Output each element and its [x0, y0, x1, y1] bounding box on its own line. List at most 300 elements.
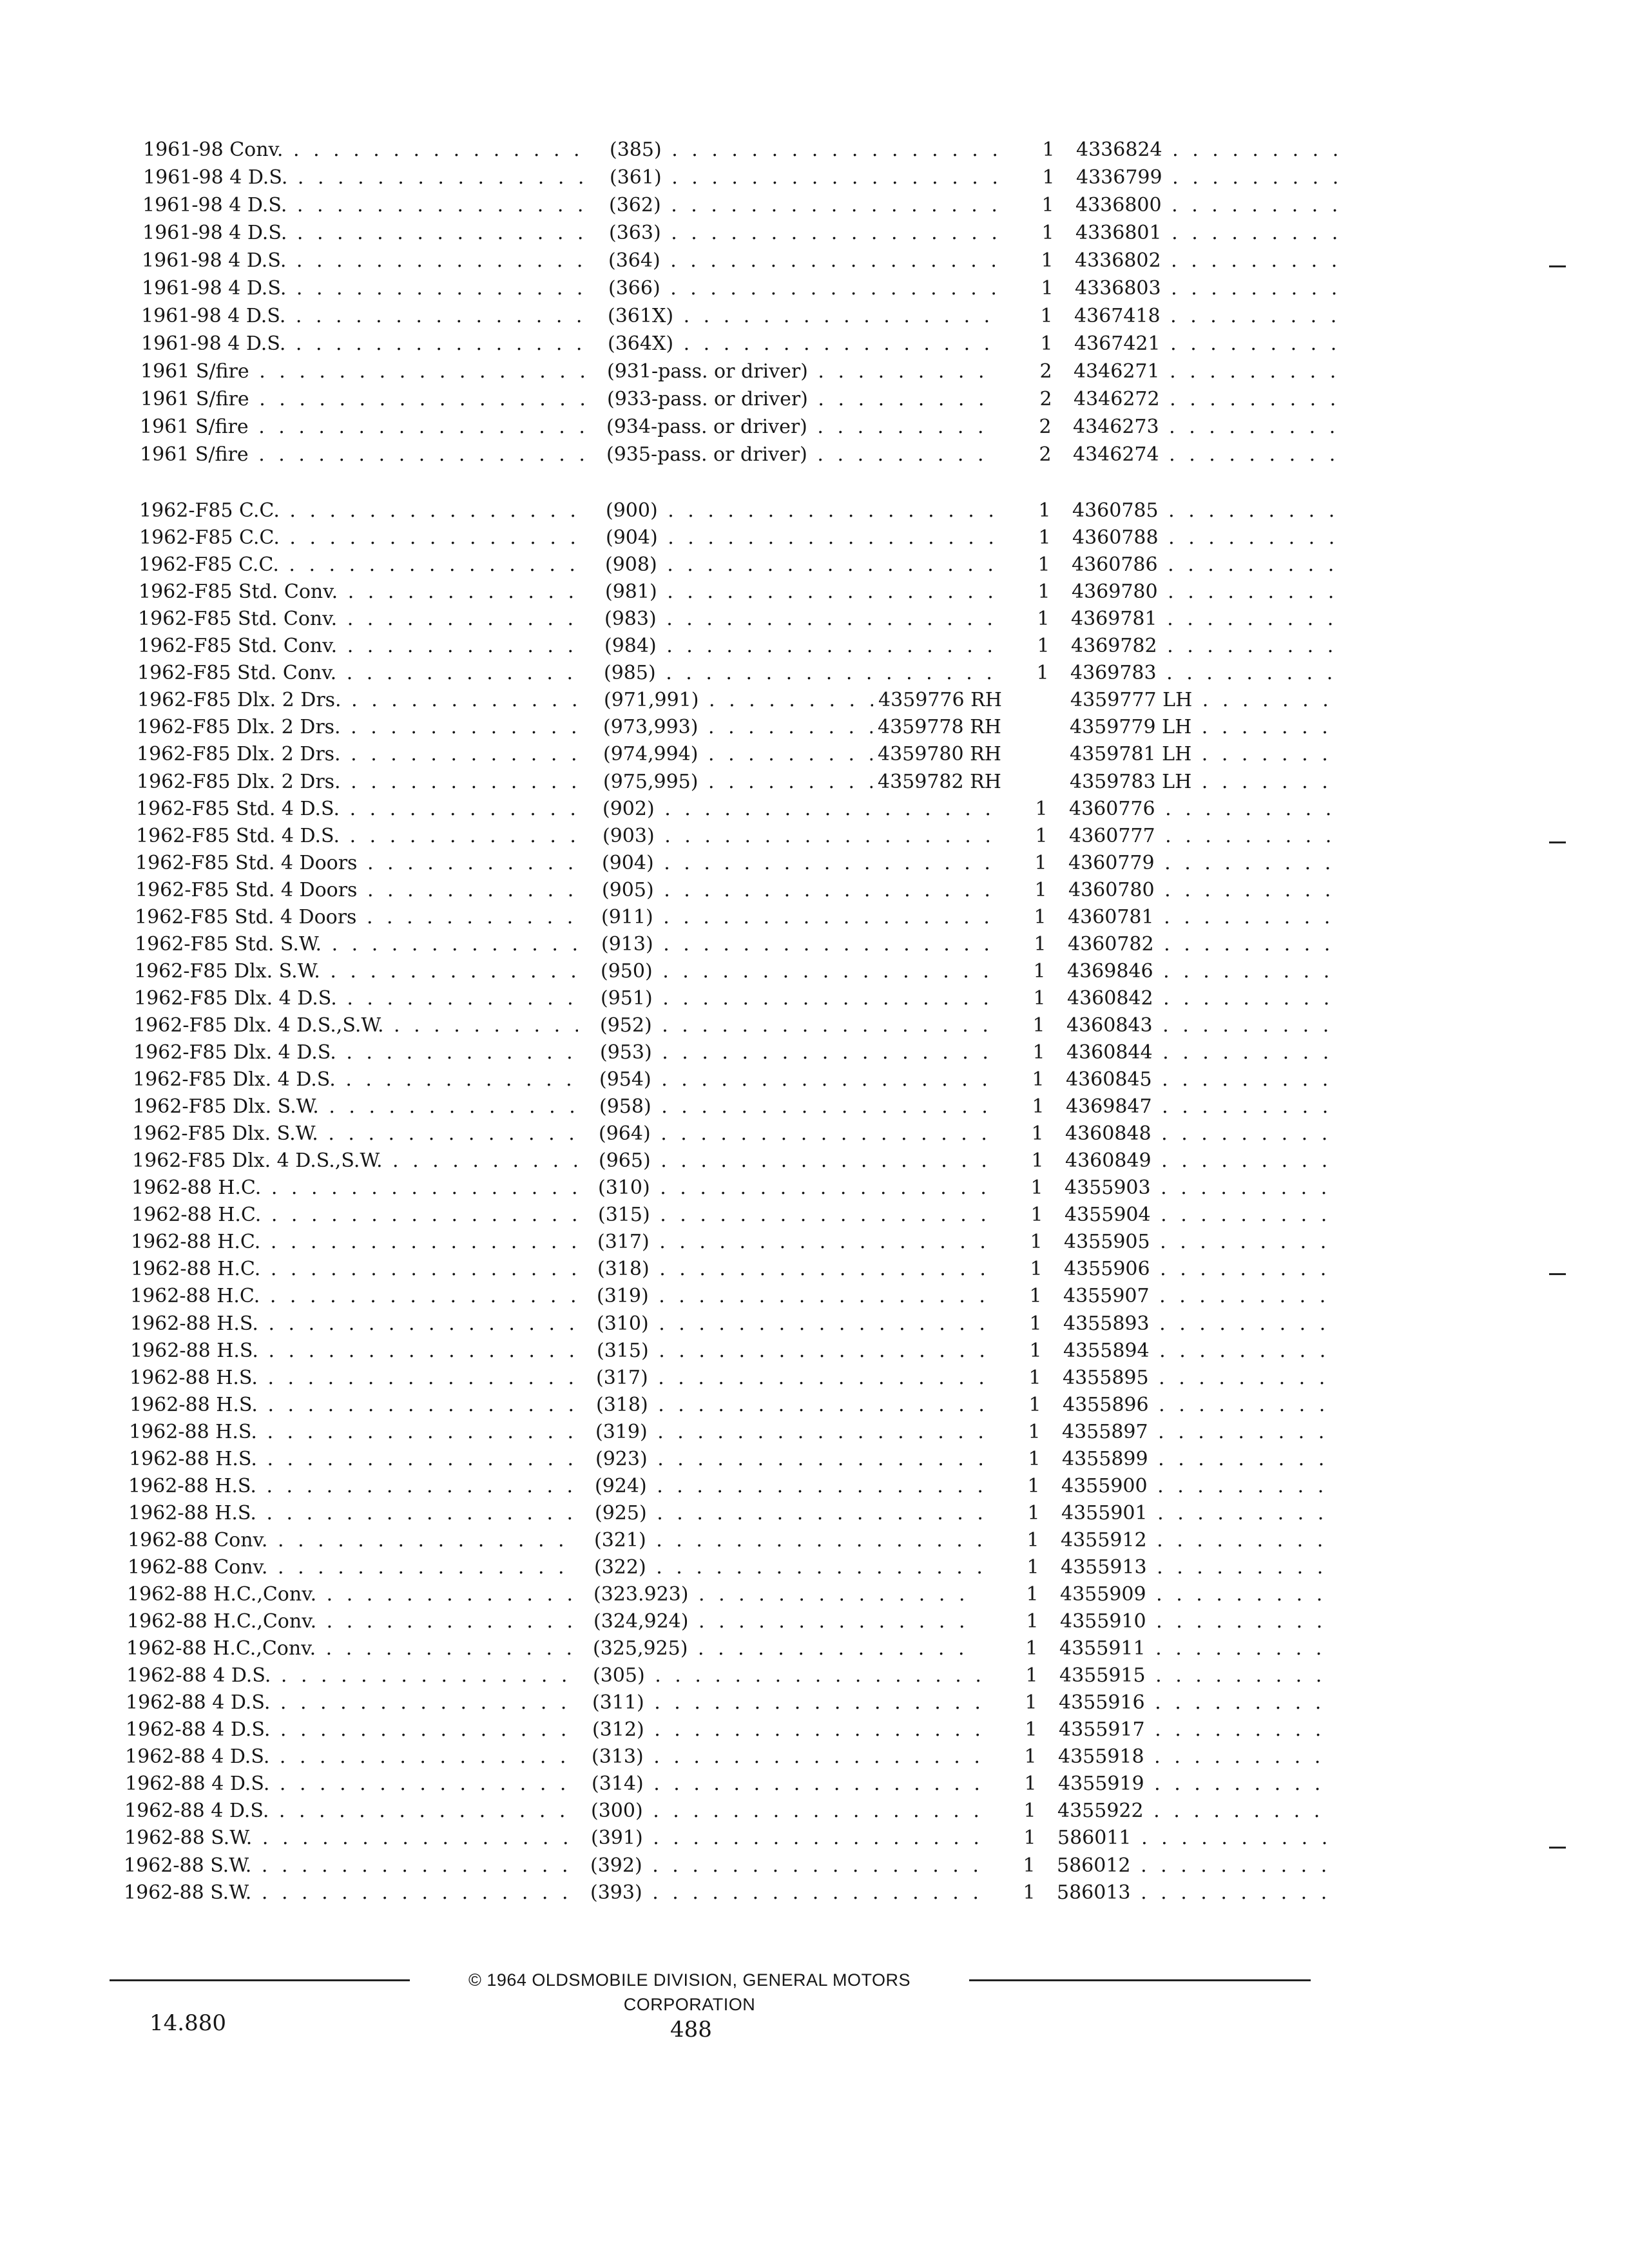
part-number-cell: 4360786 . . . — [1072, 552, 1342, 579]
body-cell: (934-pass. or driver) . . . — [606, 414, 993, 441]
part-number-cell: 4355896 . . . — [1063, 1392, 1333, 1419]
model-cell: 1962-F85 Dlx. 2 Drs. . . . — [137, 741, 581, 768]
model-cell: 1962-F85 Dlx. S.W. . . . — [134, 958, 579, 985]
model-cell: 1962-F85 Std. 4 Doors . . . — [135, 850, 580, 877]
body-cell: (319) . . . — [597, 1283, 983, 1310]
part-number-cell: 4355913 . . . — [1061, 1554, 1331, 1581]
model-cell: 1962-88 4 D.S. . . . — [124, 1798, 569, 1825]
body-cell: (983) . . . — [604, 606, 991, 633]
model-cell: 1962-F85 Dlx. S.W. . . . — [133, 1093, 577, 1120]
model-cell: 1962-F85 Std. Conv. . . . — [137, 660, 582, 687]
table-row — [140, 441, 1327, 468]
body-cell: (305) . . . — [593, 1662, 979, 1689]
body-cell: (958) . . . — [599, 1093, 986, 1120]
body-cell: (900) . . . — [606, 497, 992, 524]
qty-cell: 1 — [1032, 1095, 1045, 1119]
qty-cell: 1 — [1037, 635, 1050, 658]
qty-cell: 1 — [1028, 1366, 1041, 1389]
model-cell: 1962-F85 Dlx. 2 Drs. . . . — [137, 769, 581, 796]
body-cell: (361X) . . . — [608, 303, 994, 330]
margin-mark — [1549, 265, 1566, 267]
body-cell: (964) . . . — [599, 1120, 985, 1148]
table-row — [124, 1798, 1327, 1825]
part-number-cell: 4360776 . . . — [1069, 796, 1340, 823]
part-number-cell: 4369846 . . . — [1067, 958, 1338, 985]
model-cell: 1962-F85 Dlx. 4 D.S. . . . — [134, 985, 579, 1012]
body-cell: (935-pass. or driver) . . . — [606, 441, 993, 468]
table-row — [127, 1581, 1327, 1608]
body-cell: (905) . . . — [602, 877, 988, 904]
body-cell: (313) . . . — [592, 1744, 978, 1771]
part-number-cell: 4360843 . . . — [1066, 1012, 1337, 1039]
qty-cell: 1 — [1033, 986, 1046, 1010]
model-cell: 1962-88 H.C.,Conv. . . . — [127, 1581, 572, 1608]
table-row — [130, 1283, 1327, 1310]
part-number-cell: 4346272 . . . — [1074, 386, 1344, 413]
table-row — [135, 904, 1327, 931]
model-cell: 1962-88 4 D.S. . . . — [125, 1771, 570, 1798]
model-cell: 1962-88 H.S. . . . — [130, 1365, 574, 1392]
model-cell: 1962-F85 Dlx. 2 Drs. . . . — [137, 714, 581, 741]
body-cell: (904) . . . — [606, 524, 992, 552]
part-number-cell: 4355897 . . . — [1062, 1419, 1333, 1446]
table-row — [142, 220, 1327, 247]
part-number-cell: 4355904 . . . — [1065, 1202, 1335, 1229]
qty-cell: 2 — [1039, 388, 1052, 410]
body-cell: (310) . . . — [598, 1175, 985, 1202]
table-row — [135, 931, 1327, 958]
part-number-cell: 4355918 . . . — [1058, 1744, 1329, 1771]
table-row — [137, 714, 1327, 741]
table-row — [141, 303, 1327, 330]
table-row — [137, 741, 1327, 768]
body-cell: (392) . . . — [590, 1852, 977, 1879]
part-lh-cell: 4359783 LH . . . — [1070, 769, 1340, 796]
body-cell: (965) . . . — [599, 1148, 985, 1175]
qty-cell: 1 — [1027, 1528, 1039, 1552]
qty-cell: 1 — [1041, 194, 1054, 216]
table-row — [126, 1689, 1327, 1716]
qty-cell: 1 — [1041, 277, 1054, 300]
table-row — [125, 1771, 1327, 1798]
table-row — [132, 1148, 1327, 1175]
qty-cell: 1 — [1029, 1285, 1042, 1308]
qty-cell: 1 — [1025, 1637, 1038, 1660]
qty-cell: 1 — [1037, 581, 1050, 604]
part-lh-cell: 4359777 LH . . . — [1070, 687, 1341, 714]
body-cell: (923) . . . — [595, 1446, 982, 1473]
body-cell: (315) . . . — [598, 1202, 985, 1229]
model-cell: 1961 S/fire . . . — [140, 414, 584, 441]
model-cell: 1961-98 4 D.S. . . . — [142, 247, 586, 274]
qty-cell: 1 — [1026, 1610, 1039, 1633]
table-row — [133, 1093, 1327, 1120]
model-cell: 1962-88 H.S. . . . — [128, 1473, 573, 1500]
part-number-cell: 4360785 . . . — [1072, 497, 1343, 524]
model-cell: 1962-88 H.S. . . . — [130, 1392, 574, 1419]
body-cell: (951) . . . — [601, 985, 987, 1012]
body-cell: (393) . . . — [590, 1879, 977, 1907]
part-number-cell: 4336799 . . . — [1076, 164, 1347, 191]
table-row — [136, 796, 1327, 823]
part-number-cell: 4369781 . . . — [1071, 606, 1342, 633]
body-cell: (391) . . . — [591, 1825, 978, 1852]
body-cell: (317) . . . — [596, 1365, 983, 1392]
part-number-cell: 4355919 . . . — [1058, 1771, 1329, 1798]
qty-cell: 1 — [1032, 1014, 1045, 1037]
model-cell: 1962-88 H.S. . . . — [128, 1500, 573, 1527]
body-cell: (317) . . . — [597, 1229, 984, 1256]
model-cell: 1962-F85 Std. 4 D.S. . . . — [136, 823, 581, 850]
table-row — [129, 1446, 1327, 1473]
qty-cell: 1 — [1027, 1474, 1040, 1497]
part-number-cell: 4355895 . . . — [1063, 1365, 1333, 1392]
part-number-cell: 4360777 . . . — [1069, 823, 1340, 850]
table-row — [142, 247, 1327, 274]
qty-cell: 1 — [1034, 932, 1046, 956]
part-number-cell: 4355915 . . . — [1059, 1662, 1330, 1689]
qty-cell: 1 — [1038, 526, 1051, 550]
model-cell: 1962-88 H.S. . . . — [129, 1419, 574, 1446]
model-cell: 1962-F85 Dlx. 4 D.S.,S.W. . . . — [133, 1012, 578, 1039]
qty-cell: 1 — [1032, 1041, 1045, 1064]
qty-cell: 1 — [1028, 1447, 1041, 1470]
qty-cell: 1 — [1027, 1501, 1040, 1524]
part-number-cell: 4336802 . . . — [1075, 247, 1345, 274]
table-row — [134, 985, 1327, 1012]
qty-cell: 1 — [1034, 878, 1047, 901]
body-cell: (385) . . . — [610, 137, 996, 164]
model-cell: 1962-88 H.C. . . . — [131, 1256, 575, 1283]
part-number-cell: 4346271 . . . — [1074, 358, 1344, 385]
table-row — [128, 1500, 1327, 1527]
qty-cell: 1 — [1034, 905, 1046, 928]
part-number-cell: 4355910 . . . — [1060, 1608, 1331, 1635]
model-cell: 1962-F85 Dlx. 4 D.S.,S.W. . . . — [132, 1148, 577, 1175]
body-cell: (908) . . . — [605, 552, 992, 579]
qty-cell: 1 — [1023, 1854, 1036, 1877]
table-row — [142, 192, 1327, 219]
model-cell: 1962-F85 Dlx. S.W. . . . — [132, 1120, 577, 1148]
part-number-cell: 4346274 . . . — [1073, 441, 1344, 468]
qty-cell: 1 — [1029, 1339, 1042, 1362]
qty-cell: 1 — [1027, 1555, 1039, 1579]
part-number-cell: 4360848 . . . — [1065, 1120, 1336, 1148]
part-number-cell: 4355899 . . . — [1062, 1446, 1333, 1473]
table-row — [138, 606, 1327, 633]
table-row — [130, 1392, 1327, 1419]
part-number-cell: 4336803 . . . — [1075, 275, 1345, 302]
model-cell: 1962-F85 Std. 4 Doors . . . — [135, 904, 579, 931]
body-cell: (325,925) . . . — [593, 1635, 979, 1662]
qty-cell: 1 — [1023, 1827, 1036, 1850]
body-cell: (319) . . . — [595, 1419, 982, 1446]
qty-cell: 1 — [1042, 166, 1055, 189]
model-cell: 1962-F85 Std. Conv. . . . — [138, 606, 583, 633]
part-number-cell: 4346273 . . . — [1073, 414, 1344, 441]
table-row — [133, 1039, 1327, 1066]
model-cell: 1962-88 H.C. . . . — [131, 1229, 575, 1256]
qty-cell: 1 — [1024, 1745, 1037, 1769]
part-number-cell: 4367418 . . . — [1074, 303, 1345, 330]
table-row — [133, 1012, 1327, 1039]
table-row — [143, 137, 1327, 164]
part-number-cell: 4355894 . . . — [1063, 1338, 1334, 1365]
table-row — [124, 1852, 1327, 1879]
part-number-cell: 4369782 . . . — [1071, 633, 1342, 660]
qty-cell: 1 — [1025, 1691, 1037, 1715]
body-cell: (984) . . . — [604, 633, 991, 660]
table-row — [143, 164, 1327, 191]
body-cell: (300) . . . — [591, 1798, 978, 1825]
body-cell: (903) . . . — [602, 823, 989, 850]
part-number-cell: 4369847 . . . — [1066, 1093, 1336, 1120]
table-row — [124, 1825, 1327, 1852]
model-cell: 1961 S/fire . . . — [140, 441, 584, 468]
body-cell: (952) . . . — [600, 1012, 987, 1039]
table-row — [127, 1608, 1327, 1635]
model-cell: 1962-F85 C.C. . . . — [139, 524, 584, 552]
table-row — [136, 823, 1327, 850]
model-cell: 1961 S/fire . . . — [140, 386, 585, 413]
qty-cell: 1 — [1034, 851, 1047, 874]
qty-cell: 1 — [1030, 1258, 1043, 1281]
table-row — [135, 877, 1327, 904]
part-number-cell: 586011 . . . — [1057, 1825, 1328, 1852]
model-cell: 1962-F85 Std. Conv. . . . — [138, 633, 583, 660]
model-cell: 1962-88 H.C. . . . — [130, 1283, 575, 1310]
body-cell: (950) . . . — [601, 958, 987, 985]
model-cell: 1962-88 4 D.S. . . . — [126, 1689, 570, 1716]
qty-cell: 1 — [1028, 1393, 1041, 1416]
body-cell: (985) . . . — [604, 660, 990, 687]
model-cell: 1961-98 4 D.S. . . . — [143, 164, 588, 191]
qty-cell: 1 — [1040, 305, 1053, 327]
table-row — [139, 524, 1327, 552]
model-cell: 1961-98 Conv. . . . — [143, 137, 588, 164]
model-cell: 1962-F85 C.C. . . . — [139, 552, 583, 579]
table-row — [133, 1066, 1327, 1093]
table-row — [131, 1202, 1327, 1229]
body-cell: (953) . . . — [600, 1039, 987, 1066]
table-row — [124, 1879, 1327, 1907]
body-cell: (364X) . . . — [608, 331, 994, 358]
copyright-notice: © 1964 OLDSMOBILE DIVISION, GENERAL MOTORS CORPORATION — [468, 1970, 911, 2014]
qty-cell: 1 — [1041, 249, 1054, 272]
table-row — [139, 497, 1327, 524]
part-number-cell: 4355905 . . . — [1064, 1229, 1335, 1256]
qty-cell: 1 — [1040, 332, 1053, 355]
part-number-cell: 4367421 . . . — [1074, 331, 1345, 358]
table-row — [131, 1175, 1327, 1202]
table-row — [126, 1716, 1327, 1744]
margin-mark — [1549, 1273, 1566, 1275]
table-row — [131, 1229, 1327, 1256]
part-lh-cell: 4359781 LH . . . — [1070, 741, 1340, 768]
part-number-cell: 4355917 . . . — [1059, 1716, 1329, 1744]
part-number-cell: 4369780 . . . — [1072, 579, 1342, 606]
model-cell: 1962-F85 Dlx. 4 D.S. . . . — [133, 1066, 577, 1093]
model-cell: 1962-F85 Dlx. 2 Drs. . . . — [137, 687, 582, 714]
model-cell: 1962-F85 Std. 4 Doors . . . — [135, 877, 580, 904]
qty-cell: 1 — [1023, 1881, 1036, 1904]
model-cell: 1961-98 4 D.S. . . . — [142, 275, 586, 302]
qty-cell: 1 — [1036, 662, 1049, 685]
table-row — [129, 1419, 1327, 1446]
table-row — [141, 331, 1327, 358]
part-number-cell: 4336824 . . . — [1076, 137, 1347, 164]
part-number-cell: 4355903 . . . — [1065, 1175, 1335, 1202]
qty-cell: 1 — [1042, 139, 1055, 161]
table-row — [128, 1554, 1327, 1581]
qty-cell: 1 — [1028, 1420, 1041, 1443]
table-row — [138, 633, 1327, 660]
part-number-cell: 4360842 . . . — [1067, 985, 1338, 1012]
model-cell: 1962-88 Conv. . . . — [128, 1554, 572, 1581]
body-cell: (318) . . . — [597, 1256, 984, 1283]
part-lh-cell: 4359779 LH . . . — [1070, 714, 1340, 741]
model-cell: 1962-F85 Std. 4 D.S. . . . — [136, 796, 581, 823]
model-cell: 1962-88 4 D.S. . . . — [126, 1716, 570, 1744]
body-cell: (362) . . . — [609, 192, 996, 219]
body-cell: (931-pass. or driver) . . . — [607, 358, 994, 385]
model-cell: 1962-88 S.W. . . . — [124, 1852, 568, 1879]
table-row — [131, 1256, 1327, 1283]
part-number-cell: 4355906 . . . — [1064, 1256, 1335, 1283]
qty-cell: 2 — [1039, 416, 1052, 438]
model-cell: 1962-88 H.S. . . . — [129, 1446, 574, 1473]
table-row — [130, 1365, 1327, 1392]
body-cell: (321) . . . — [594, 1527, 981, 1554]
table-row — [134, 958, 1327, 985]
body-rh-cell: (973,993) 4359778 RH . . . — [603, 714, 1016, 741]
model-cell: 1962-88 4 D.S. . . . — [126, 1662, 571, 1689]
body-cell: (311) . . . — [592, 1689, 979, 1716]
part-number-cell: 4355911 . . . — [1059, 1635, 1330, 1662]
qty-cell: 1 — [1025, 1718, 1037, 1742]
body-cell: (310) . . . — [597, 1311, 983, 1338]
body-cell: (323.923) . . . — [593, 1581, 980, 1608]
body-cell: (366) . . . — [608, 275, 995, 302]
body-cell: (954) . . . — [599, 1066, 986, 1093]
body-cell: (315) . . . — [597, 1338, 983, 1365]
part-number-cell: 586013 . . . — [1057, 1879, 1327, 1907]
body-cell: (324,924) . . . — [593, 1608, 980, 1635]
part-number-cell: 586012 . . . — [1057, 1852, 1327, 1879]
table-row — [126, 1662, 1327, 1689]
model-cell: 1962-88 H.C.,Conv. . . . — [127, 1608, 572, 1635]
part-number-cell: 4355907 . . . — [1063, 1283, 1334, 1310]
model-cell: 1961 S/fire . . . — [140, 358, 585, 385]
table-row — [137, 769, 1327, 796]
body-cell: (361) . . . — [610, 164, 996, 191]
table-row — [128, 1473, 1327, 1500]
table-row — [139, 552, 1327, 579]
part-number-cell: 4360788 . . . — [1072, 524, 1343, 552]
table-row — [128, 1527, 1327, 1554]
body-cell: (364) . . . — [608, 247, 995, 274]
body-cell: (981) . . . — [605, 579, 992, 606]
footer-rule-left — [110, 1979, 410, 1981]
table-row — [135, 850, 1327, 877]
qty-cell: 1 — [1030, 1204, 1043, 1227]
part-number-cell: 4360782 . . . — [1068, 931, 1338, 958]
body-cell: (363) . . . — [609, 220, 996, 247]
body-cell: (318) . . . — [596, 1392, 983, 1419]
body-cell: (314) . . . — [592, 1771, 978, 1798]
model-cell: 1962-88 Conv. . . . — [128, 1527, 572, 1554]
qty-cell: 2 — [1039, 360, 1052, 383]
qty-cell: 1 — [1032, 1068, 1045, 1091]
body-cell: (924) . . . — [595, 1473, 981, 1500]
model-cell: 1962-88 H.S. . . . — [130, 1338, 575, 1365]
model-cell: 1961-98 4 D.S. . . . — [142, 220, 587, 247]
table-row — [140, 386, 1327, 413]
body-rh-cell: (971,991) 4359776 RH . . . — [604, 687, 1016, 714]
body-cell: (904) . . . — [602, 850, 988, 877]
model-cell: 1962-88 H.C. . . . — [131, 1202, 576, 1229]
qty-cell: 1 — [1025, 1664, 1038, 1687]
qty-cell: 1 — [1030, 1231, 1043, 1254]
body-cell: (902) . . . — [602, 796, 989, 823]
part-number-cell: 4355912 . . . — [1061, 1527, 1331, 1554]
body-cell: (925) . . . — [595, 1500, 981, 1527]
table-row — [140, 358, 1327, 385]
qty-cell: 1 — [1031, 1122, 1044, 1146]
table-row — [130, 1338, 1327, 1365]
part-number-cell: 4355916 . . . — [1059, 1689, 1329, 1716]
body-cell: (933-pass. or driver) . . . — [607, 386, 994, 413]
margin-mark — [1549, 841, 1566, 843]
model-cell: 1962-88 H.C. . . . — [131, 1175, 576, 1202]
part-number-cell: 4355893 . . . — [1063, 1311, 1334, 1338]
qty-cell: 1 — [1035, 824, 1048, 847]
model-cell: 1962-F85 Std. S.W. . . . — [135, 931, 579, 958]
table-row — [140, 414, 1327, 441]
part-number-cell: 4355909 . . . — [1060, 1581, 1331, 1608]
part-number-cell: 4360844 . . . — [1066, 1039, 1337, 1066]
part-number-cell: 4360780 . . . — [1068, 877, 1339, 904]
body-cell: (913) . . . — [601, 931, 988, 958]
model-cell: 1961-98 4 D.S. . . . — [142, 192, 587, 219]
model-cell: 1962-88 H.S. . . . — [130, 1311, 575, 1338]
qty-cell: 1 — [1037, 608, 1050, 631]
table-row — [125, 1744, 1327, 1771]
part-number-cell: 4360845 . . . — [1066, 1066, 1336, 1093]
qty-cell: 1 — [1038, 499, 1051, 522]
table-row — [130, 1311, 1327, 1338]
model-cell: 1962-F85 Dlx. 4 D.S. . . . — [133, 1039, 578, 1066]
table-row — [137, 660, 1327, 687]
qty-cell: 1 — [1037, 553, 1050, 577]
footer-rule-right — [969, 1979, 1311, 1981]
qty-cell: 1 — [1024, 1773, 1037, 1796]
body-cell: (312) . . . — [592, 1716, 979, 1744]
part-number-cell: 4355900 . . . — [1061, 1473, 1332, 1500]
table-row — [137, 687, 1327, 714]
model-cell: 1961-98 4 D.S. . . . — [141, 303, 586, 330]
part-number-cell: 4355901 . . . — [1061, 1500, 1332, 1527]
part-number-cell: 4360779 . . . — [1068, 850, 1339, 877]
model-cell: 1962-F85 Std. Conv. . . . — [139, 579, 583, 606]
body-rh-cell: (974,994) 4359780 RH . . . — [603, 741, 1016, 768]
model-cell: 1962-88 S.W. . . . — [124, 1825, 569, 1852]
qty-cell: 1 — [1033, 959, 1046, 983]
qty-cell: 1 — [1031, 1149, 1044, 1173]
body-cell: (911) . . . — [601, 904, 988, 931]
part-number-cell: 4336800 . . . — [1075, 192, 1346, 219]
model-cell: 1962-88 4 D.S. . . . — [125, 1744, 570, 1771]
